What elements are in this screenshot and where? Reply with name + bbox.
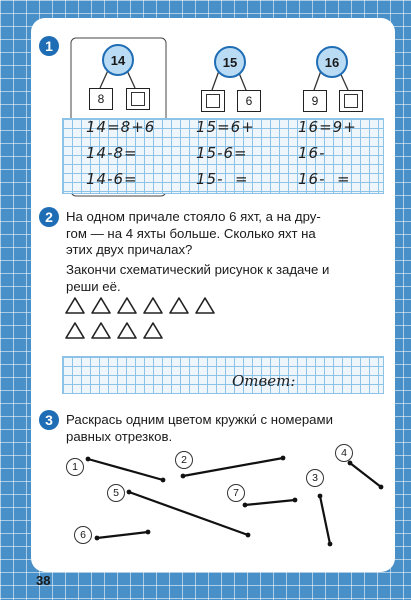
expr-row3-col1: 14-6= (86, 170, 138, 188)
tree-1-whole: 14 (102, 44, 134, 76)
segment-6-label[interactable]: 6 (74, 526, 92, 544)
segment-2 (183, 458, 283, 476)
tree-3-whole: 16 (316, 46, 348, 78)
expr-row1-col2: 15=6+ (196, 118, 255, 136)
tree-2-right-box: 6 (237, 90, 261, 112)
instruction-line-1: Закончи схематический рисунок к задаче и (66, 262, 330, 277)
segment-5-label[interactable]: 5 (107, 484, 125, 502)
task-2-badge: 2 (39, 207, 59, 227)
expr-row2-col1: 14-8= (86, 144, 138, 162)
segment-6 (97, 532, 148, 538)
segment-2-label[interactable]: 2 (175, 451, 193, 469)
segment-1 (88, 459, 163, 480)
segment-7 (245, 500, 295, 505)
tree-1-left-box: 8 (89, 88, 113, 110)
segment-3-label[interactable]: 3 (306, 469, 324, 487)
task-1-badge: 1 (39, 36, 59, 56)
page-number: 38 (36, 573, 51, 588)
tree-2-whole: 15 (214, 46, 246, 78)
expr-row3-col3: 16- = (298, 170, 351, 188)
problem-line-2: гом — на 4 яхты больше. Сколько яхт на (66, 225, 316, 241)
segment-1-label[interactable]: 1 (66, 458, 84, 476)
expr-row2-col3: 16- (298, 144, 326, 162)
problem-line-3: этих двух причалах? (66, 242, 193, 257)
segment-4-label[interactable]: 4 (335, 444, 353, 462)
expr-row3-col2: 15- = (196, 170, 249, 188)
segment-3 (320, 496, 330, 544)
instruction-line-2: реши её. (66, 278, 121, 294)
task-3-line-1: Раскрась одним цветом кружки́ с номерами (66, 412, 333, 427)
task-3-badge: 3 (39, 410, 59, 430)
segment-4 (350, 463, 381, 487)
tree-3-left-box: 9 (303, 90, 327, 112)
expr-row2-col2: 15-6= (196, 144, 248, 162)
expr-row1-col1: 14=8+6 (86, 118, 156, 136)
expr-row1-col3: 16=9+ (298, 118, 357, 136)
answer-label: Ответ: (232, 372, 296, 390)
segment-7-label[interactable]: 7 (227, 484, 245, 502)
problem-line-1: На одном причале стояло 6 яхт, а на дру- (66, 209, 321, 224)
task-3-line-2: равных отрезков. (66, 428, 173, 444)
